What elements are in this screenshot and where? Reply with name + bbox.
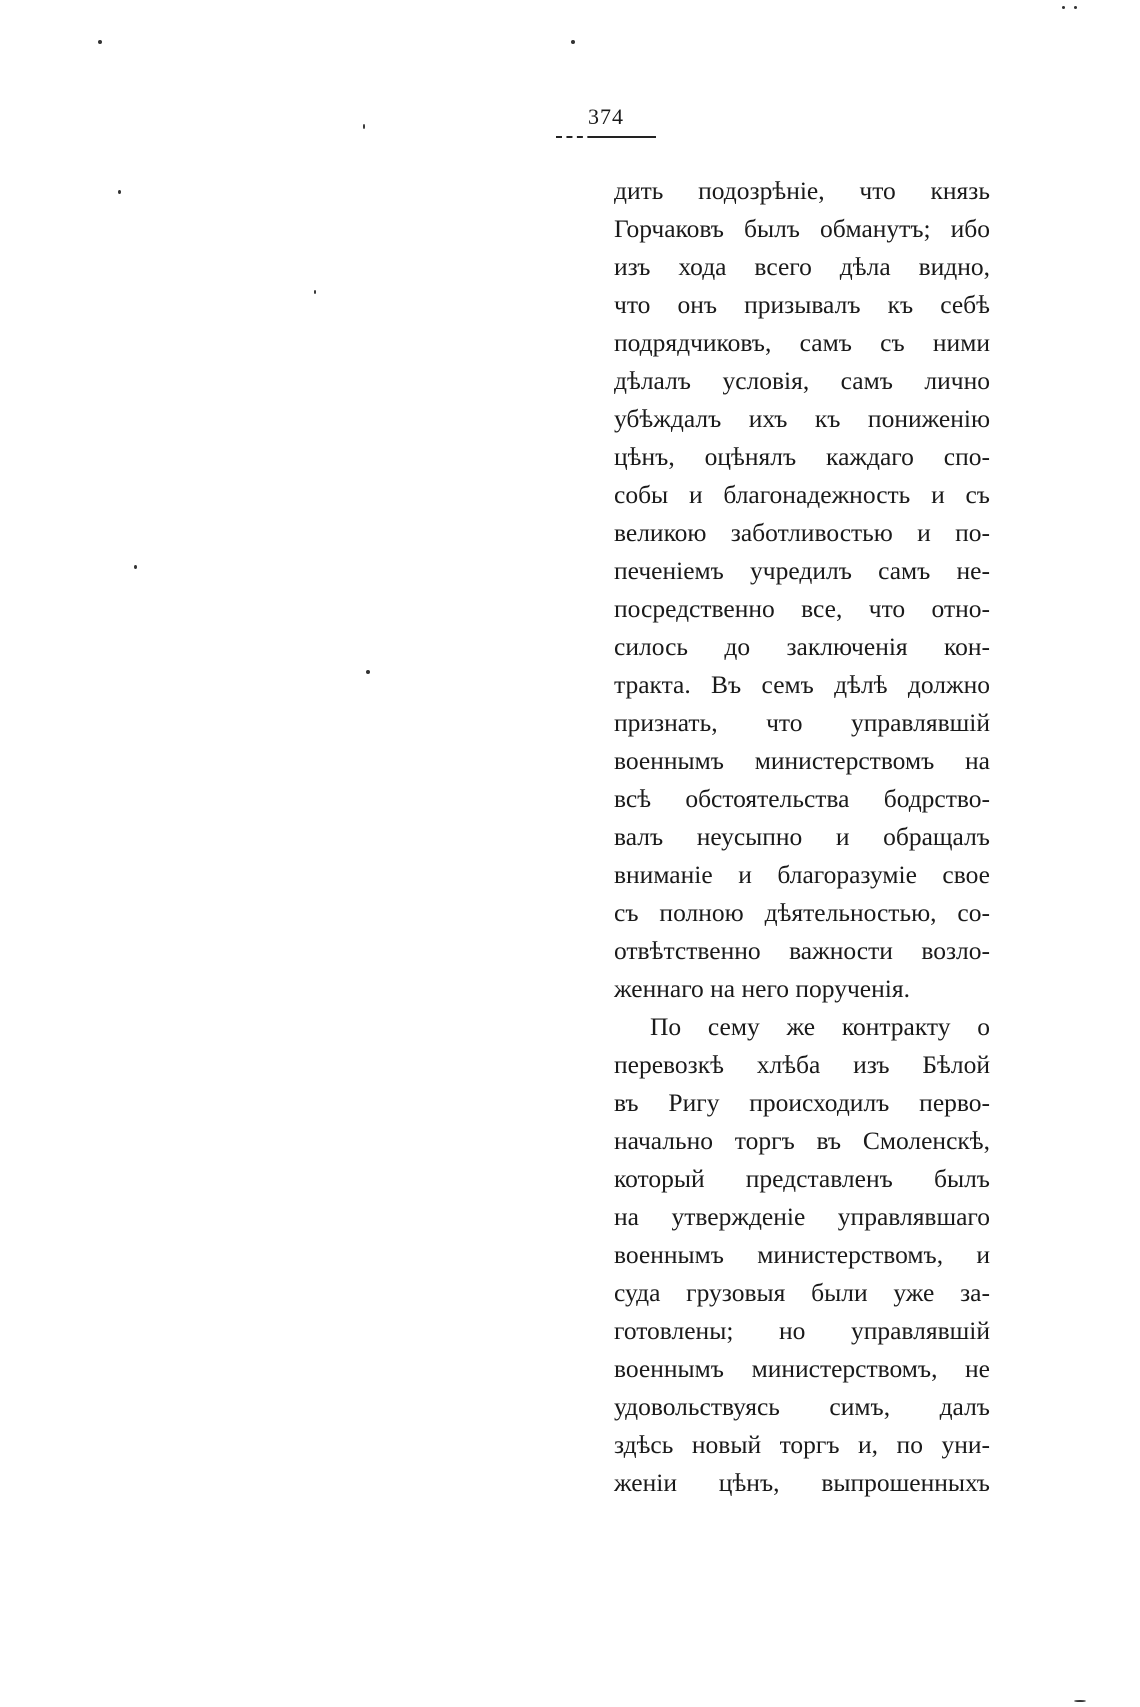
text-line: военнымъ министерствомъ, и bbox=[614, 1240, 990, 1269]
scan-speck bbox=[1062, 6, 1065, 9]
text-line: цѣнъ, оцѣнялъ каждаго спо- bbox=[614, 442, 990, 471]
scan-speck bbox=[98, 40, 102, 44]
text-line: По сему же контракту о bbox=[650, 1012, 990, 1041]
scan-speck bbox=[363, 124, 365, 129]
scan-speck bbox=[571, 40, 575, 44]
text-line: военнымъ министерствомъ, не bbox=[614, 1354, 990, 1383]
page-number: 374 bbox=[588, 104, 624, 129]
text-line: женіи цѣнъ, выпрошенныхъ bbox=[614, 1468, 990, 1497]
text-line: въ Ригу происходилъ перво- bbox=[614, 1088, 990, 1117]
text-line: готовлены; но управлявшій bbox=[614, 1316, 990, 1345]
text-line: суда грузовыя были уже за- bbox=[614, 1278, 990, 1307]
text-line: всѣ обстоятельства бодрство- bbox=[614, 784, 990, 813]
scan-speck bbox=[134, 565, 137, 569]
text-line: съ полною дѣятельностью, со- bbox=[614, 898, 990, 927]
text-line: вниманіе и благоразуміе свое bbox=[614, 860, 990, 889]
text-line: Горчаковъ былъ обманутъ; ибо bbox=[614, 214, 990, 243]
text-line: изъ хода всего дѣла видно, bbox=[614, 252, 990, 281]
text-line: военнымъ министерствомъ на bbox=[614, 746, 990, 775]
text-line: тракта. Въ семъ дѣлѣ должно bbox=[614, 670, 990, 699]
text-line: дить подозрѣніе, что князь bbox=[614, 176, 990, 205]
scan-speck bbox=[366, 670, 370, 674]
scan-speck bbox=[314, 290, 316, 294]
text-line: на утвержденіе управлявшаго bbox=[614, 1202, 990, 1231]
text-line: начально торгъ въ Смоленскѣ, bbox=[614, 1126, 990, 1155]
text-line: что онъ призывалъ къ себѣ bbox=[614, 290, 990, 319]
text-line: удовольствуясь симъ, далъ bbox=[614, 1392, 990, 1421]
scan-speck bbox=[1074, 6, 1077, 9]
text-line: здѣсь новый торгъ и, по уни- bbox=[614, 1430, 990, 1459]
scan-speck bbox=[1074, 1700, 1086, 1702]
text-line: великою заботливостью и по- bbox=[614, 518, 990, 547]
text-line: посредственно все, что отно- bbox=[614, 594, 990, 623]
text-line: перевозкѣ хлѣба изъ Бѣлой bbox=[614, 1050, 990, 1079]
text-line: валъ неусыпно и обращалъ bbox=[614, 822, 990, 851]
text-line: подрядчиковъ, самъ съ ними bbox=[614, 328, 990, 357]
text-line: дѣлалъ условія, самъ лично bbox=[614, 366, 990, 395]
page-number-rule-solid bbox=[588, 136, 656, 138]
text-line: собы и благонадежность и съ bbox=[614, 480, 990, 509]
paragraph-2 bbox=[614, 1008, 990, 1502]
text-line: женнаго на него порученія. bbox=[614, 974, 910, 1003]
text-line: который представленъ былъ bbox=[614, 1164, 990, 1193]
text-line: силось до заключенія кон- bbox=[614, 632, 990, 661]
text-line: печеніемъ учредилъ самъ не- bbox=[614, 556, 990, 585]
text-line: отвѣтственно важности возло- bbox=[614, 936, 990, 965]
paragraph-1 bbox=[614, 172, 990, 1008]
text-line: убѣждалъ ихъ къ пониженію bbox=[614, 404, 990, 433]
text-line: признать, что управлявшій bbox=[614, 708, 990, 737]
page-number-rule bbox=[556, 136, 656, 138]
text-column bbox=[614, 172, 990, 1502]
scan-speck bbox=[118, 190, 121, 194]
